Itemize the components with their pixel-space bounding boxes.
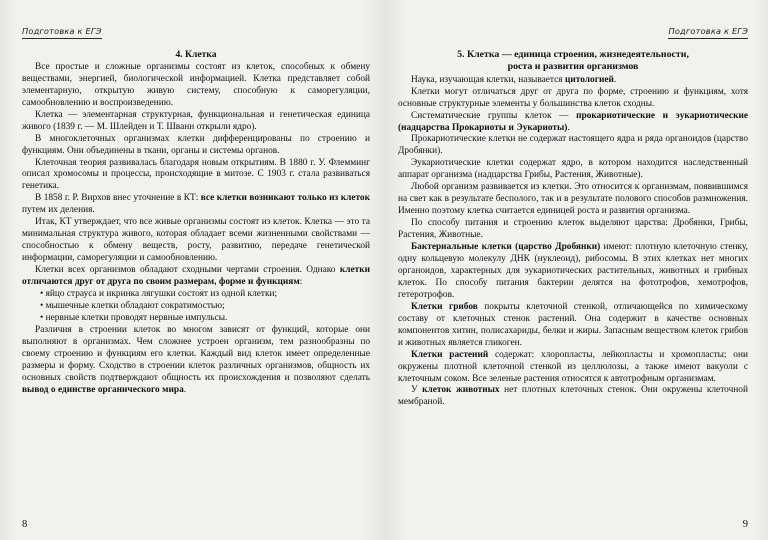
section-title-right-line1: 5. Клетка — единица строения, жизнедеятельности, <box>457 48 689 60</box>
running-head-right: Подготовка к ЕГЭ <box>668 26 748 39</box>
body-paragraph <box>22 134 370 158</box>
body-text: покрыты клеточной стенкой, отличающейся по химическому составу от клеточных стенок растений. Она содержит в качестве основных компонентов хитин, полисахариды, белки и жиры. Запасным веществом клеток грибов и животных является гликоген. <box>398 301 748 348</box>
body-paragraph <box>398 182 748 218</box>
emphasis-text: цитологией <box>565 74 614 85</box>
body-text: В 1858 г. Р. Вирхов внес уточнение в КТ: <box>35 193 201 204</box>
body-text: • нервные клетки проводят нервные импульсы. <box>40 312 228 323</box>
body-paragraph <box>398 242 748 302</box>
body-paragraph <box>398 218 748 242</box>
left-header-row <box>22 26 370 39</box>
body-paragraph <box>398 134 748 158</box>
emphasis-text: все клетки возникают только из клеток <box>200 193 370 204</box>
body-text: Клеточная теория развивалась благодаря новым открытиям. В 1880 г. У. Флемминг описал хромосомы и процессы, происходящие в митозе. С 1903 г. стала развиваться генетика. <box>22 157 370 192</box>
body-text: Клетки могут отличаться друг от друга по форме, строению и функциям, хотя основные структурные элементы у большинства клеток сходны. <box>398 86 748 109</box>
body-paragraph <box>398 75 748 87</box>
body-text: содержат: хлоропласты, лейкопласты и хромопласты; они окружены плотной клеточной стенкой из целлюлозы, а также имеют вакуоли с клеточным соком. Все зеленые растения относятся к автотрофным организмам. <box>398 349 748 384</box>
section-title-right-line2: роста и развития организмов <box>507 61 639 73</box>
emphasis-text: Клетки растений <box>411 349 489 360</box>
body-text: • мышечные клетки обладают сократимостью; <box>40 300 225 311</box>
emphasis-text: Клетки грибов <box>411 301 478 312</box>
body-text: путем их деления. <box>22 205 95 216</box>
body-text: По способу питания и строению клеток выделяют царства: Дробянки, Грибы, Растения, Животные. <box>398 218 748 241</box>
body-text: Клетки всех организмов обладают сходными чертами строения. Однако <box>35 265 340 276</box>
body-text: Клетка — элементарная структурная, функциональная и генетическая единица живого (1839 г. — М. Шлейден и Т. Шванн открыли ядро). <box>22 109 370 132</box>
body-text: имеют: плотную клеточную стенку, одну кольцевую молекулу ДНК (нуклеоид), рибосомы. В этих клетках нет многих органоидов, характерных для эукариотических растительных, животных и грибных клеток. По способу питания бактерии делятся на фототрофов, хемотрофов, гетеротрофов. <box>398 242 748 300</box>
left-column-body <box>22 62 370 507</box>
body-paragraph <box>22 158 370 194</box>
body-text: У <box>411 385 423 396</box>
body-text: Эукариотические клетки содержат ядро, в котором находится наследственный аппарат организма (надцарства Грибы, Растения, Животные). <box>398 158 748 181</box>
body-text: Все простые и сложные организмы состоят из клеток, способных к обмену веществами, энергией, биологической информацией. Клетка представляет собой элементарную, открытую живую систему, способную к саморегуляции, самообновлению и воспроизведению. <box>22 61 370 108</box>
emphasis-text: вывод о единстве органического мира <box>22 384 184 395</box>
body-text: . <box>613 74 617 85</box>
page-right <box>384 0 768 540</box>
body-paragraph <box>22 217 370 265</box>
body-text: Различия в строении клеток во многом зависят от функций, которые они выполняют в организмах. Чем сложнее устроен организм, тем разнообразны по своему строению и функциям его клетки. Каждый вид клеток имеет определенные размеры и форму. Сходство в строении клеток различных организмов, общность их основных свойств подтверждают общность их происхождения и позволяют сделать <box>22 324 370 383</box>
body-text: Любой организм развивается из клетки. Это относится к организмам, появившимся на свет как в результате бесполого, так и в результате полового способов размножения. Именно поэтому клетка считается единицей роста и развития организма. <box>398 182 748 217</box>
body-text: Наука, изучающая клетки, называется <box>411 74 566 85</box>
body-text: . <box>567 122 570 133</box>
body-text: : <box>299 277 303 288</box>
emphasis-text: клеток животных <box>422 385 500 396</box>
body-paragraph <box>22 265 370 289</box>
body-paragraph <box>398 350 748 386</box>
body-paragraph <box>22 193 370 217</box>
body-text: Прокариотические клетки не содержат настоящего ядра и ряда органоидов (царство Дробянки). <box>398 134 748 157</box>
right-header-row <box>398 26 748 39</box>
body-paragraph <box>398 87 748 111</box>
list-item <box>22 289 370 301</box>
body-paragraph <box>398 158 748 182</box>
body-text: . <box>183 384 187 395</box>
body-text: Итак, КТ утверждает, что все живые организмы состоят из клеток. Клетка — это та минимальная структура живого, которая обладает всеми жизненными свойствами — способностью к обмену веществ, росту, развитию, передаче генетической информации, саморегуляции и самообновлению. <box>22 217 370 264</box>
section-title-right <box>398 49 748 74</box>
body-text: • яйцо страуса и икринка лягушки состоят из одной клетки; <box>40 289 278 300</box>
right-column-body <box>398 75 748 507</box>
body-paragraph <box>22 62 370 110</box>
body-paragraph <box>398 385 748 409</box>
list-item <box>22 301 370 313</box>
emphasis-text: клетки отличаются друг от друга по своим размерам, форме и функциям <box>22 265 370 288</box>
body-text: Систематические группы клеток — <box>411 110 577 121</box>
body-paragraph <box>398 111 748 135</box>
folio-left: 8 <box>22 519 28 530</box>
body-text: нет плотных клеточных стенок. Они окружены клеточной мембраной. <box>398 385 748 408</box>
body-text: В многоклеточных организмах клетки дифференцированы по строению и функциям. Они объединены в ткани, органы и системы органов. <box>22 133 370 156</box>
emphasis-text: прокариотические и эукариотические (надцарства Прокариоты и Эукариоты) <box>398 110 748 133</box>
emphasis-text: Бактериальные клетки (царство Дробянки) <box>411 242 601 253</box>
body-paragraph <box>398 302 748 350</box>
section-title-left: 4. Клетка <box>175 48 217 60</box>
body-paragraph <box>22 325 370 397</box>
running-head-left: Подготовка к ЕГЭ <box>22 26 102 39</box>
list-item <box>22 313 370 325</box>
folio-right: 9 <box>742 519 748 530</box>
body-paragraph <box>22 110 370 134</box>
